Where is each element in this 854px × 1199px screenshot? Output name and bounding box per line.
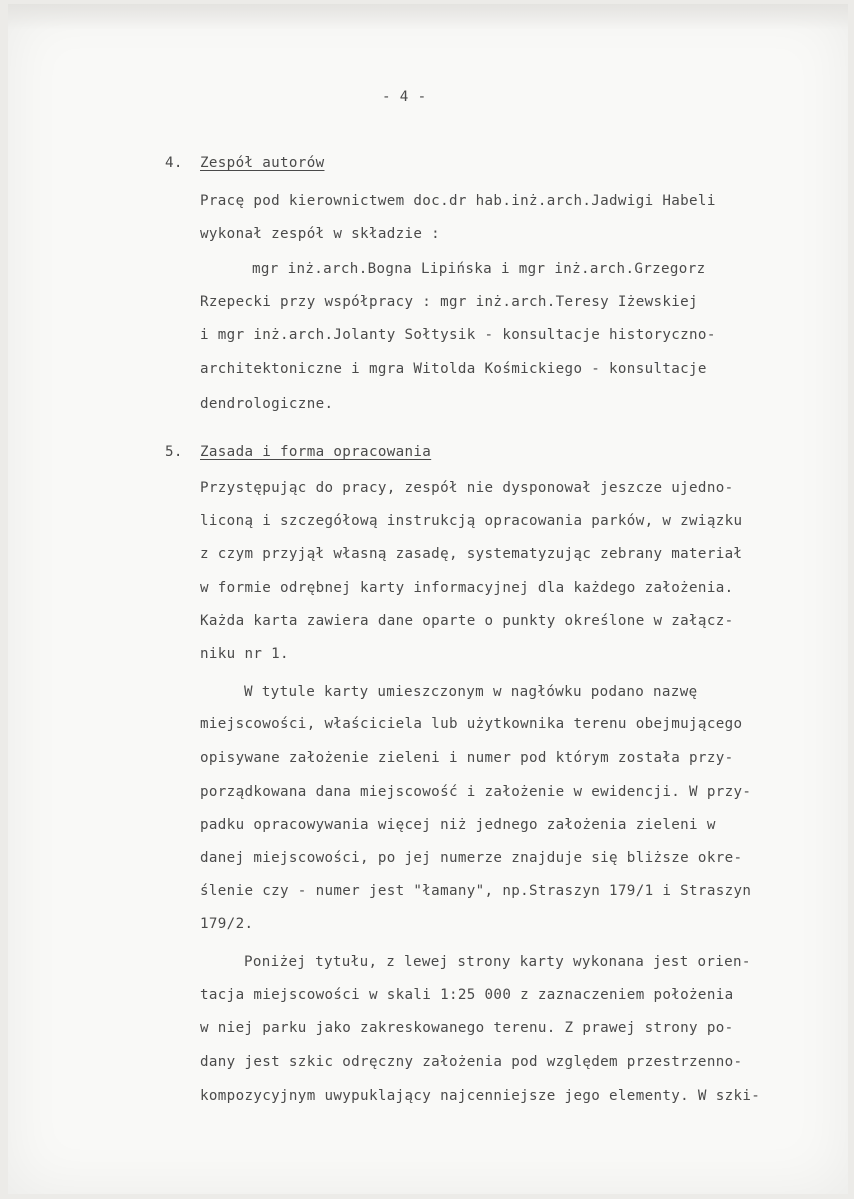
section-5-line: 179/2. [200, 916, 254, 932]
section-5-line: dany jest szkic odręczny założenia pod względem przestrzenno- [200, 1054, 743, 1070]
section-4-line: i mgr inż.arch.Jolanty Sołtysik - konsultacje historyczno- [200, 327, 716, 343]
section-5-line: Poniżej tytułu, z lewej strony karty wykonana jest orien- [244, 954, 751, 970]
section-4-line: Rzepecki przy współpracy : mgr inż.arch.Teresy Iżewskiej [200, 294, 698, 310]
section-5-number: 5. [165, 444, 183, 460]
section-4-number: 4. [165, 155, 183, 171]
section-5-line: ślenie czy - numer jest "łamany", np.Straszyn 179/1 i Straszyn [200, 883, 752, 899]
section-4-line: Pracę pod kierownictwem doc.dr hab.inż.arch.Jadwigi Habeli [200, 193, 716, 209]
section-5-line: niku nr 1. [200, 646, 289, 662]
section-4-line: mgr inż.arch.Bogna Lipińska i mgr inż.arch.Grzegorz [252, 261, 706, 277]
section-5-line: padku opracowywania więcej niż jednego założenia zieleni w [200, 817, 716, 833]
document-page [8, 4, 848, 1194]
section-5-line: kompozycyjnym uwypuklający najcenniejsze jego elementy. W szki- [200, 1088, 761, 1104]
section-4-line: wykonał zespół w składzie : [200, 226, 441, 242]
section-5-line: porządkowana dana miejscowość i założenie w ewidencji. W przy- [200, 784, 752, 800]
section-5-line: z czym przyjął własną zasadę, systematyzując zebrany materiał [200, 546, 743, 562]
page-number: - 4 - [382, 89, 427, 105]
section-5-line: w formie odrębnej karty informacyjnej dla każdego założenia. [200, 580, 734, 596]
section-5-line: miejscowości, właściciela lub użytkownika terenu obejmującego [200, 716, 743, 732]
section-5-line: liconą i szczegółową instrukcją opracowania parków, w związku [200, 513, 743, 529]
section-4-heading: Zespół autorów [200, 155, 325, 171]
scan-edge-shadow [8, 4, 848, 30]
section-4-line: architektoniczne i mgra Witolda Kośmickiego - konsultacje [200, 361, 707, 377]
section-5-heading: Zasada i forma opracowania [200, 444, 432, 460]
section-5-line: danej miejscowości, po jej numerze znajduje się bliższe okre- [200, 850, 743, 866]
section-5-line: Przystępując do pracy, zespół nie dysponował jeszcze ujedno- [200, 480, 734, 496]
section-5-line: W tytule karty umieszczonym w nagłówku podano nazwę [244, 684, 698, 700]
section-5-line: opisywane założenie zieleni i numer pod którym została przy- [200, 750, 734, 766]
section-5-line: Każda karta zawiera dane oparte o punkty określone w załącz- [200, 613, 734, 629]
section-5-line: w niej parku jako zakreskowanego terenu. Z prawej strony po- [200, 1020, 734, 1036]
section-4-line: dendrologiczne. [200, 396, 334, 412]
section-5-line: tacja miejscowości w skali 1:25 000 z zaznaczeniem położenia [200, 987, 734, 1003]
